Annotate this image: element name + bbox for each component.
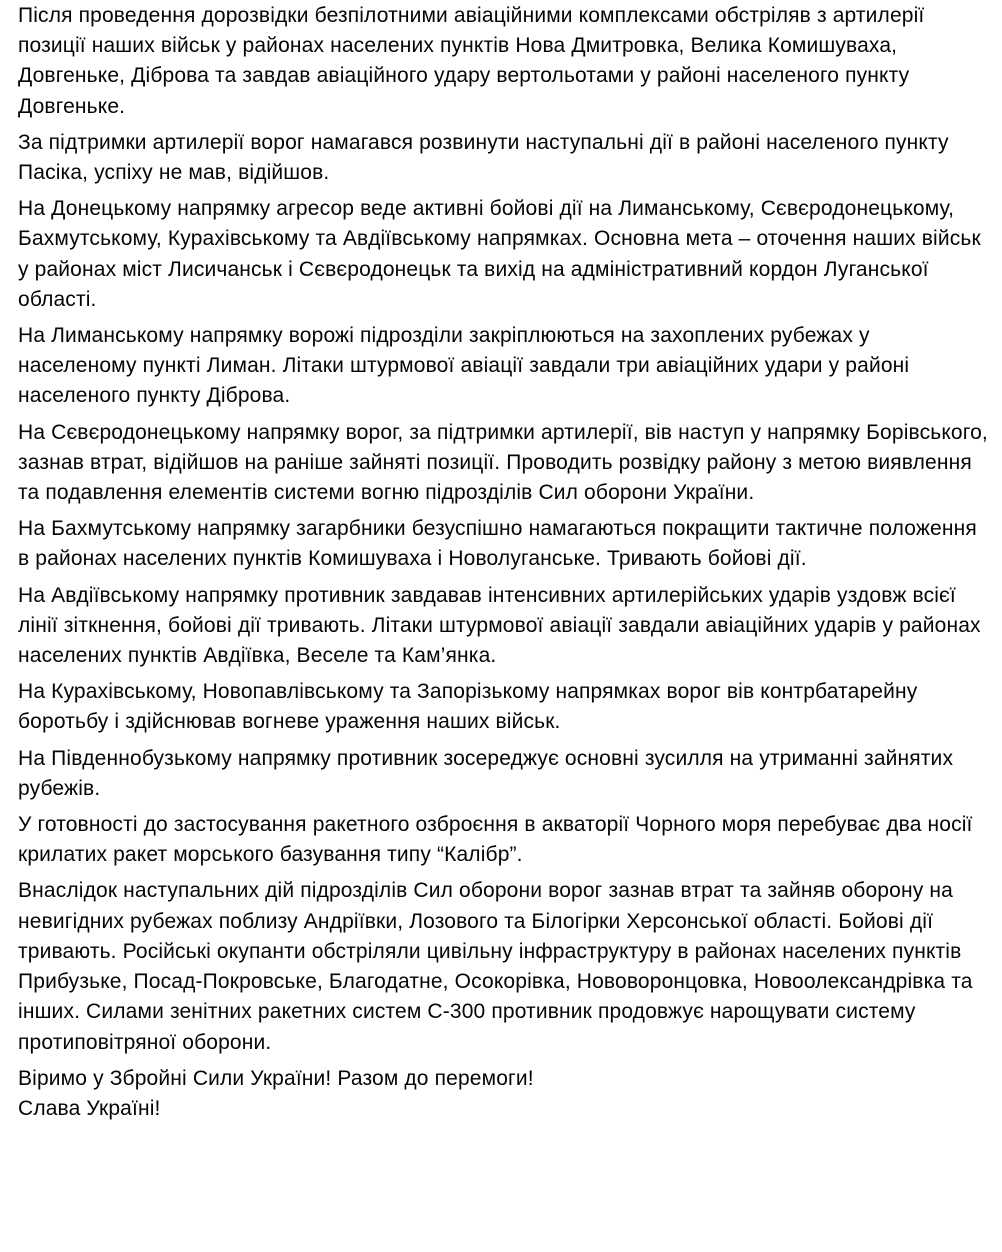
closing-block (18, 1064, 988, 1124)
post-paragraph: На Сєвєродонецькому напрямку ворог, за підтримки артилерії, вів наступ у напрямку Борівського, зазнав втрат, відійшов на раніше зайняті позиції. Проводить розвідку району з метою виявлення та подавлення елементів системи вогню підрозділів Сил оборони України. (18, 420, 988, 505)
post-paragraph: Після проведення дорозвідки безпілотними авіаційними комплексами обстріляв з артилерії позиції наших військ у районах населених пунктів Нова Дмитровка, Велика Комишуваха, Довгеньке, Діброва та завдав авіаційного удару вертольотами у районі населеного пункту Довгеньке. (18, 4, 925, 118)
post-paragraph: На Донецькому напрямку агресор веде активні бойові дії на Лиманському, Сєвєродонецькому, Бахмутському, Курахівському та Авдіївському напрямках. Основна мета – оточення наших військ у районах міст Лисичанськ і Сєвєродонецьк та вихід на адміністративний кордон Луганської області. (18, 197, 981, 311)
closing-line: Віримо у Збройні Сили України! Разом до перемоги! (18, 1066, 534, 1090)
post-paragraph: У готовності до застосування ракетного озброєння в акваторії Чорного моря перебуває два носії крилатих ракет морського базування типу “Калібр”. (18, 813, 973, 867)
post-paragraph: На Бахмутському напрямку загарбники безуспішно намагаються покращити тактичне положення в районах населених пунктів Комишуваха і Новолуганське. Тривають бойові дії. (18, 517, 977, 571)
post-paragraph: На Лиманському напрямку ворожі підрозділи закріплюються на захоплених рубежах у населеному пункті Лиман. Літаки штурмової авіації завдали три авіаційних удари у районі населеного пункту Діброва. (18, 324, 910, 408)
post-paragraph: На Авдіївському напрямку противник завдавав інтенсивних артилерійських ударів уздовж всієї лінії зіткнення, бойові дії тривають. Літаки штурмової авіації завдали авіаційних ударів у районах населених пунктів Авдіївка, Веселе та Кам’янка. (18, 583, 981, 668)
post-paragraph: Внаслідок наступальних дій підрозділів Сил оборони ворог зазнав втрат та зайняв оборону на невигідних рубежах поблизу Андріївки, Лозового та Білогірки Херсонської області. Бойові дії тривають. Російські окупанти обстріляли цивільну інфраструктуру в районах населених пунктів Прибузьке, Посад-Покровське, Благодатне, Осокорівка, Нововоронцовка, Новоолександрівка та інших. Силами зенітних ракетних систем С-300 противник продовжує нарощувати систему протиповітряної оборони. (18, 879, 973, 1054)
post-text (18, 0, 988, 1130)
post-paragraph: За підтримки артилерії ворог намагався розвинути наступальні дії в районі населеного пункту Пасіка, успіху не мав, відійшов. (18, 130, 949, 185)
post-paragraph: На Південнобузькому напрямку противник зосереджує основні зусилля на утриманні зайнятих рубежів. (18, 746, 954, 800)
post-paragraph: На Курахівському, Новопавлівському та Запорізькому напрямках ворог вів контрбатарейну боротьбу і здійснював вогневе ураження наших військ. (18, 680, 918, 734)
closing-line: Слава Україні! (18, 1096, 161, 1120)
